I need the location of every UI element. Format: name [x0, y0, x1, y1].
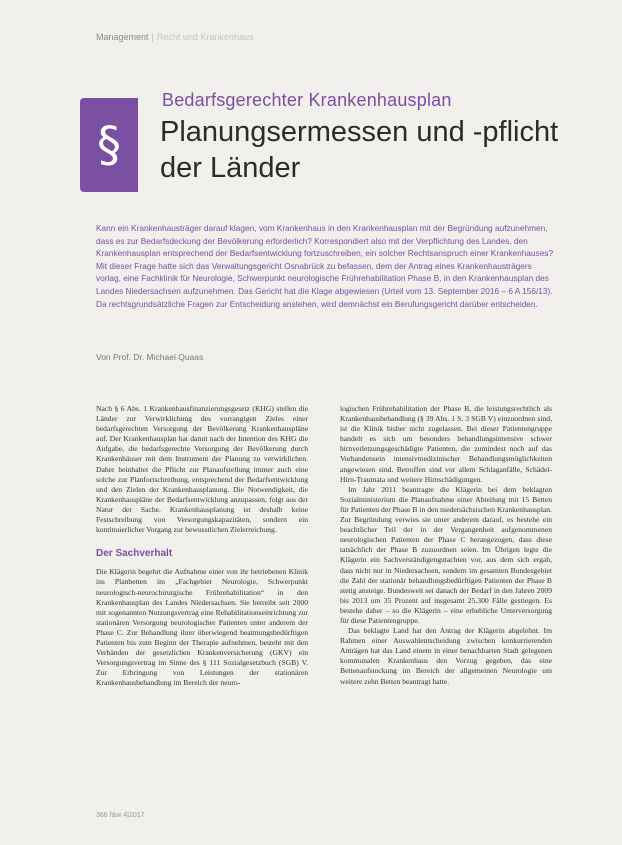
section-header: Management | Recht und Krankenhaus	[96, 32, 254, 42]
section-heading: Der Sachverhalt	[96, 548, 173, 560]
right-column	[340, 404, 552, 687]
article-author: Von Prof. Dr. Michael Quaas	[96, 352, 204, 362]
page-footer: 366 f&w 4|2017	[96, 812, 145, 819]
section-label: Management	[96, 32, 149, 42]
article-title: Planungsermessen und -pflicht der Länder	[160, 116, 559, 184]
body-paragraph: Das beklagte Land hat den Antrag der Klägerin abgelehnt. Im Rahmen einer Auswahlentscheidung zwischen konkurrierenden Anträgen hat das Land einem in einer benachbarten Stadt gelegenen kommunalen Krankenhaus den Vorzug gegeben, das eine Bettenaufstockung im Bereich der allgemeinen Neurologie um weitere zehn Betten beantragt hatte.	[340, 626, 552, 686]
body-paragraph: Die Klägerin begehrt die Aufnahme einer von ihr betriebenen Klinik ins Planbetten im „Fachgebiet Neurologie, Schwerpunkt neurologisch-neurochirurgische Frührehabilitation“ in den Krankenhausplan des Landes Niedersachsen. Sie betreibt seit 2000 mit sogenannten Nutzungsvertrag eine Rehabilitationseinrichtung zur stationären Versorgung neurologischer Patienten unter anderem der Phase C. Zur Behandlung ihrer überwiegend beatmungsbedürftigen Patienten bis zum Beginn der Therapie aufnehmen, besteht mit den Verbänden der gesetzlichen Krankenversicherung (GKV) ein Versorgungsvertrag im Sinne des § 111 Sozialgesetzbuch (SGB) V. Zur Erbringung von Leistungen der stationären Krankenhausbehandlung im Bereich der neuro-	[96, 567, 308, 688]
body-paragraph: Nach § 6 Abs. 1 Krankenhausfinanzierungsgesetz (KHG) stellen die Länder zur Verwirklichung des vorrangigen Zieles einer bedarfsgerechten Versorgung der Bevölkerung Krankenhauspläne auf. Der Krankenhausplan hat damit nach der Intention des KHG die Aufgabe, die bedarfsgerechte Versorgung der Bevölkerung durch Krankenhäuser mit dem Instrument der Planung zu verwirklichen. Daher beinhaltet die Pflicht zur Planaufstellung immer auch eine solche zur Planfortschreibung, entsprechend der Bedarfsentwicklung und den Zielen der Krankenhausplanung. Die Notwendigkeit, die Krankenhauspläne der Bedarfsentwicklung anzupassen, folgt aus der Natur der Sache. Krankenhausplanung ist deshalb keine Festschreibung von Versorgungskapazitäten, sondern ein kontinuierlicher Vorgang zur bewusstlichen Zielerreichung.	[96, 404, 308, 535]
article-lead: Kann ein Krankenhausträger darauf klagen, vom Krankenhaus in den Krankenhausplan mit der Begründung aufzunehmen, dass es zur Bedarfsdeckung der Bevölkerung erforderlich? Korrespondiert also mit der Verpflichtung des Landes, den Krankenhausplan entsprechend der Bedarfsentwicklung fortzuschreiben, ein solcher Rechtsanspruch einer Krankenhauses? Mit dieser Frage hatte sich das Verwaltungsgericht Osnabrück zu befassen, dem der Antrag eines Krankenhausträgers vorlag, eine Fachklinik für Neurologie, Schwerpunkt neurologische Frührehabilitation Phase B, in den Krankenhausplan des Landes Niedersachsen aufzunehmen. Das Gericht hat die Klage abgewiesen (Urteil vom 13. September 2016 – 6 A 156/13). Da rechtsgrundsätzliche Fragen zur Entscheidung anstehen, wird demnächst ein Berufungsgericht darüber entscheiden.	[96, 223, 554, 309]
body-paragraph: logischen Frührehabilitation der Phase B, die leistungsrechtlich als Krankenhausbehandlung (§ 39 Abs. 1 S. 3 SGB V) einzuordnen sind, ist die Klinik bisher nicht zugelassen. Bei dieser Patientengruppe handelt es sich um besonders behandlungsintensive schwer hirnverletzungsgeschädigte Patienten, die zumindest noch auf das Vorhandensein intensivmedizinischer Behandlungsmöglichkeiten angewiesen sind. Betroffen sind vor allem Schlaganfälle, Schädel-Hirn-Traumata und weitere Hirnschädigungen.	[340, 404, 552, 484]
paragraph-icon: §	[80, 98, 138, 192]
subsection-label: Recht und Krankenhaus	[156, 32, 254, 42]
body-paragraph: Im Jahr 2011 beantragte die Klägerin bei dem beklagten Sozialministerium die Planaufnahme einer Abteilung mit 15 Betten für Patienten der Phase B in den niedersächsischen Krankenhausplan. Zur Begründung verwies sie unter anderem darauf, es bestehe ein beachtlicher Teil der in der Vergangenheit aufgenommenen neurologischen Patienten der Phase C herangezogen, dass diese tatsächlich der Phase B zuzuordnen seien. Im Übrigen legte die Klägerin ein Sachverständigengutachten vor, aus dem sich ergab, dass nicht nur in Niedersachsen, sondern im gesamten Bundesgebiet die Zahl der stationär behandlungsbedürftigen Patienten der Phase B stetig ansteige. Bundesweit sei danach der Bedarf in den Jahren 2009 bis 2013 um 35 Prozent auf insgesamt 25.300 Fälle gestiegen. Es bestehe daher – so die Klägerin – eine erhebliche Unterversorgung für diese Patientengruppe.	[340, 484, 552, 625]
left-column	[96, 404, 308, 688]
article-kicker: Bedarfsgerechter Krankenhausplan	[162, 90, 452, 110]
